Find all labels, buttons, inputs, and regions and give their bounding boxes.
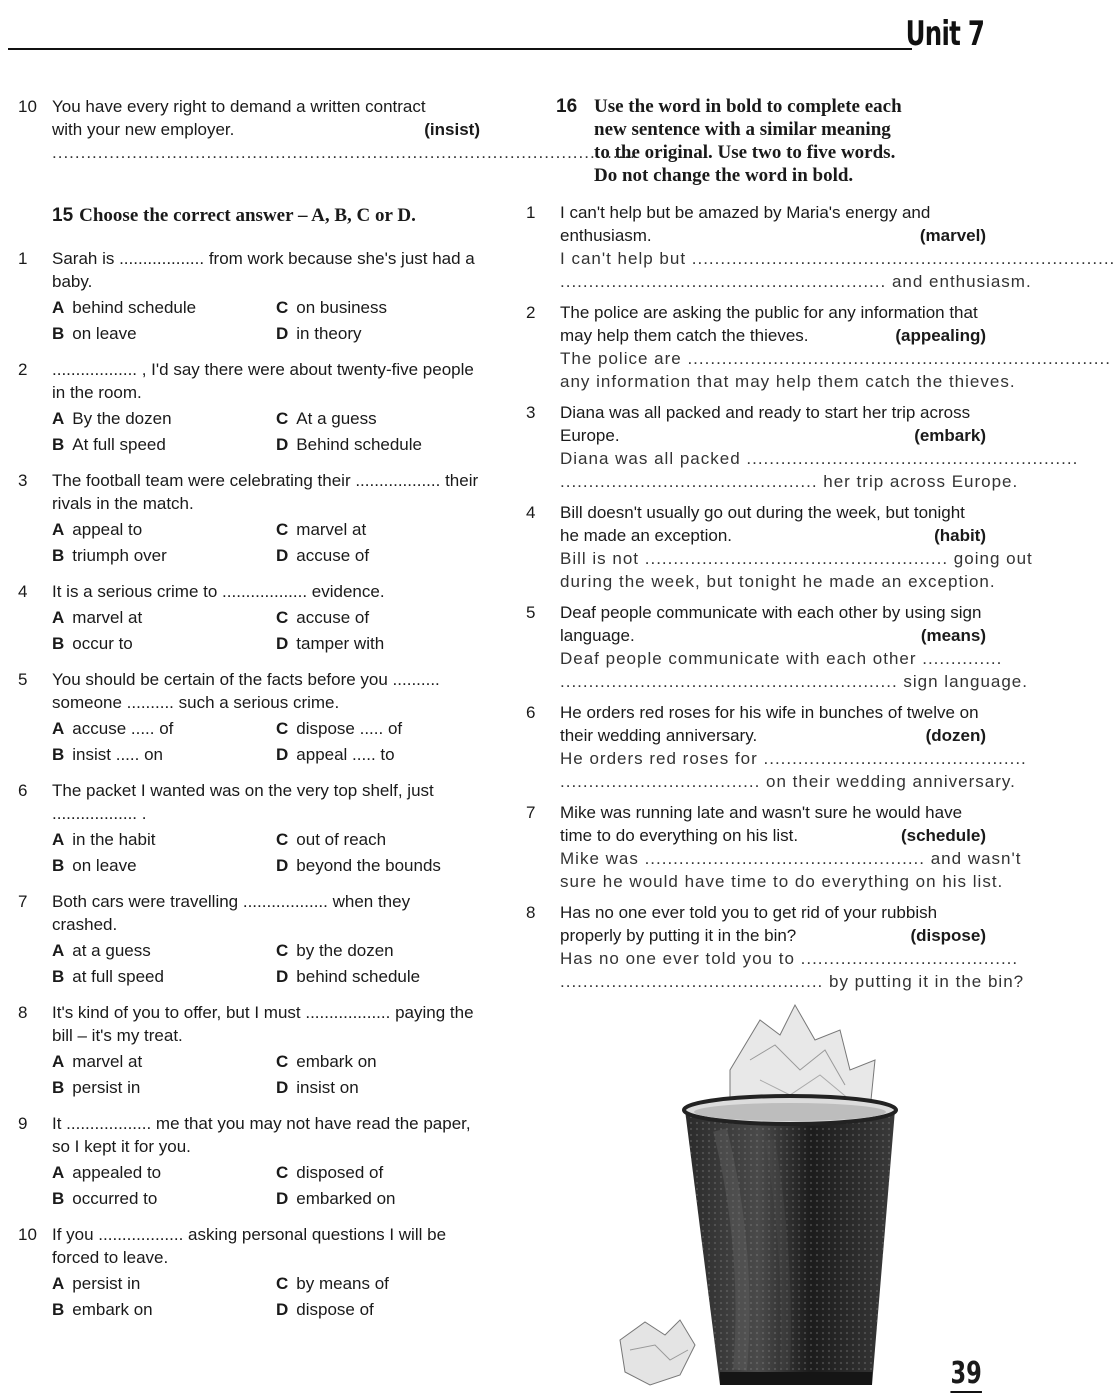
option-letter: A (52, 1052, 65, 1071)
transformation-item (526, 801, 1022, 893)
option-letter: B (52, 1300, 65, 1319)
item-number: 10 (18, 97, 37, 116)
option-text: in theory (296, 324, 362, 343)
option-letter: D (276, 435, 289, 454)
answer-option (276, 965, 476, 988)
option-text: at a guess (72, 941, 151, 960)
answer-option (276, 632, 476, 655)
answer-option (52, 939, 276, 962)
question-number: 6 (18, 781, 28, 800)
answer-option (276, 322, 476, 345)
option-letter: C (276, 1163, 289, 1182)
option-text: marvel at (296, 520, 367, 539)
question-number: 7 (18, 892, 28, 911)
sentence-text: Mike was running late and wasn't sure he would have time to do everything on his list. (560, 803, 963, 845)
transformation-item (526, 401, 1079, 493)
answer-options (52, 407, 480, 456)
question-number: 1 (18, 249, 28, 268)
answer-option (52, 1272, 276, 1295)
header-rule (8, 48, 912, 50)
keyword: (appealing) (895, 326, 986, 345)
answer-option (52, 854, 276, 877)
answer-option (52, 407, 276, 430)
item-number: 7 (526, 803, 536, 822)
option-text: behind schedule (296, 967, 421, 986)
answer-line: ........................................................... sign language. (560, 672, 1028, 691)
keyword: (insist) (424, 120, 480, 139)
option-text: appeal to (72, 520, 143, 539)
option-text: embark on (72, 1300, 153, 1319)
option-text: on leave (72, 856, 137, 875)
answer-options (52, 717, 480, 766)
answer-options (52, 1272, 480, 1321)
answer-option (52, 1161, 276, 1184)
option-letter: A (52, 520, 65, 539)
option-letter: B (52, 1078, 65, 1097)
answer-option (276, 854, 476, 877)
answer-option (276, 1161, 476, 1184)
original-sentence (560, 701, 986, 747)
option-letter: B (52, 435, 65, 454)
exercise-instruction-line: Do not change the word in bold. (594, 165, 854, 186)
answer-option (276, 1050, 476, 1073)
answer-option (276, 606, 476, 629)
item-number: 4 (526, 503, 536, 522)
answer-option (276, 717, 476, 740)
answer-line: .............................................. by putting it in the bin? (560, 972, 1025, 991)
question-item (18, 890, 480, 988)
option-text: tamper with (296, 634, 385, 653)
answer-line: Deaf people communicate with each other .............. (560, 649, 1003, 668)
option-letter: C (276, 1052, 289, 1071)
exercise-number: 16 (556, 96, 578, 117)
option-letter: D (276, 1189, 289, 1208)
answer-options (52, 1050, 480, 1099)
option-text: persist in (72, 1078, 141, 1097)
option-letter: B (52, 745, 65, 764)
transformation-item (526, 601, 1028, 693)
option-letter: A (52, 298, 65, 317)
answer-option (52, 433, 276, 456)
option-text: At full speed (72, 435, 166, 454)
answer-line: ................................... on their wedding anniversary. (560, 772, 1016, 791)
answer-option (52, 1050, 276, 1073)
exercise-instruction-line: Use the word in bold to complete each (594, 96, 902, 117)
exercise-15-heading (18, 204, 480, 227)
option-text: at full speed (72, 967, 164, 986)
question-item (18, 779, 480, 877)
answer-option (52, 828, 276, 851)
original-sentence (560, 201, 986, 247)
option-text: by means of (296, 1274, 389, 1293)
sentence-text: I can't help but be amazed by Maria's energy and enthusiasm. (560, 203, 931, 245)
question-text: Both cars were travelling .................. when they crashed. (52, 892, 411, 934)
answer-options (52, 518, 480, 567)
exercise-15-questions (18, 247, 480, 1321)
exercise-instruction-line: new sentence with a similar meaning (594, 119, 891, 140)
option-text: dispose ..... of (296, 719, 403, 738)
answer-option (276, 1076, 476, 1099)
option-text: triumph over (72, 546, 167, 565)
option-letter: D (276, 324, 289, 343)
question-text: It .................. me that you may not have read the paper, so I kept it for you. (52, 1114, 471, 1156)
option-text: insist ..... on (72, 745, 163, 764)
option-text: behind schedule (72, 298, 197, 317)
keyword: (means) (920, 626, 986, 645)
option-text: occurred to (72, 1189, 158, 1208)
question-text: The packet I wanted was on the very top shelf, just .................. . (52, 781, 434, 823)
option-letter: D (276, 634, 289, 653)
sentence-text: Has no one ever told you to get rid of your rubbish properly by putting it in the bin? (560, 903, 938, 945)
transformation-item (526, 501, 1033, 593)
answer-option (276, 1272, 476, 1295)
original-sentence (560, 801, 986, 847)
option-letter: C (276, 520, 289, 539)
page-number: 39 (950, 1356, 982, 1391)
answer-option (276, 828, 476, 851)
sentence-text: Bill doesn't usually go out during the week, but tonight he made an exception. (560, 503, 965, 545)
option-letter: B (52, 634, 65, 653)
option-text: on business (296, 298, 388, 317)
keyword: (embark) (914, 426, 986, 445)
answer-option (52, 965, 276, 988)
item-number: 3 (526, 403, 536, 422)
question-text: .................. , I'd say there were about twenty-five people in the room. (52, 360, 474, 402)
option-text: disposed of (296, 1163, 384, 1182)
keyword: (dispose) (910, 926, 986, 945)
original-sentence (560, 301, 986, 347)
answer-line: I can't help but .......................................................................... (560, 249, 1115, 268)
answer-option (276, 1298, 476, 1321)
question-number: 4 (18, 582, 28, 601)
question-number: 10 (18, 1225, 37, 1244)
answer-line: The police are .......................................................................... (560, 349, 1111, 368)
answer-option (52, 518, 276, 541)
item-number: 5 (526, 603, 536, 622)
answer-option (52, 1076, 276, 1099)
answer-line: Bill is not ..................................................... going out (560, 549, 1033, 568)
option-letter: A (52, 941, 65, 960)
option-letter: C (276, 409, 289, 428)
option-text: appeal ..... to (296, 745, 395, 764)
option-text: on leave (72, 324, 137, 343)
option-letter: A (52, 830, 65, 849)
answer-option (276, 407, 476, 430)
item-number: 8 (526, 903, 536, 922)
option-letter: C (276, 941, 289, 960)
option-letter: D (276, 856, 289, 875)
question-item (18, 358, 480, 456)
answer-option (276, 743, 476, 766)
answer-option (52, 1187, 276, 1210)
exercise-16-items (526, 201, 1115, 993)
answer-line: Has no one ever told you to ...................................... (560, 949, 1019, 968)
question-text: It is a serious crime to .................. evidence. (52, 582, 385, 601)
item-number: 2 (526, 303, 536, 322)
option-text: in the habit (72, 830, 156, 849)
answer-line: sure he would have time to do everything on his list. (560, 872, 1004, 891)
item-text: with your new employer. (52, 120, 235, 139)
option-letter: A (52, 1163, 65, 1182)
item-text: You have every right to demand a written contract (52, 97, 426, 116)
option-letter: D (276, 967, 289, 986)
option-letter: A (52, 719, 65, 738)
question-number: 9 (18, 1114, 28, 1133)
exercise-instruction-line: to the original. Use two to five words. (594, 142, 896, 163)
answer-option (276, 544, 476, 567)
unit-label: Unit 7 (905, 14, 984, 54)
question-text: Sarah is .................. from work because she's just had a baby. (52, 249, 475, 291)
option-letter: B (52, 967, 65, 986)
keyword: (marvel) (919, 226, 986, 245)
option-letter: C (276, 1274, 289, 1293)
answer-option (276, 296, 476, 319)
item-number: 1 (526, 203, 536, 222)
answer-line: ...................................................................................................... (52, 143, 636, 162)
answer-option (52, 743, 276, 766)
option-text: insist on (296, 1078, 359, 1097)
option-text: occur to (72, 634, 133, 653)
question-number: 2 (18, 360, 28, 379)
option-letter: A (52, 608, 65, 627)
question-item (18, 1112, 480, 1210)
option-text: appealed to (72, 1163, 162, 1182)
original-sentence (560, 401, 986, 447)
sentence-text: Diana was all packed and ready to start her trip across Europe. (560, 403, 971, 445)
answer-line: ............................................. her trip across Europe. (560, 472, 1019, 491)
transformation-item (526, 901, 1025, 993)
question-item (18, 580, 480, 655)
question-text: The football team were celebrating their .................. their rivals in the match. (52, 471, 479, 513)
item-number: 6 (526, 703, 536, 722)
answer-option (52, 296, 276, 319)
original-sentence (560, 501, 986, 547)
transformation-item (526, 701, 1027, 793)
transformation-item (526, 301, 1111, 393)
option-letter: B (52, 856, 65, 875)
option-letter: C (276, 298, 289, 317)
option-text: By the dozen (72, 409, 172, 428)
answer-option (276, 939, 476, 962)
question-item (18, 469, 480, 567)
answer-option (52, 717, 276, 740)
right-column (526, 95, 1115, 1001)
exercise-instruction: Choose the correct answer – A, B, C or D. (79, 205, 416, 226)
option-text: embarked on (296, 1189, 396, 1208)
answer-option (52, 632, 276, 655)
original-sentence (560, 901, 986, 947)
answer-options (52, 606, 480, 655)
question-number: 8 (18, 1003, 28, 1022)
answer-option (52, 1298, 276, 1321)
question-item (18, 1223, 480, 1321)
option-text: persist in (72, 1274, 141, 1293)
option-letter: A (52, 1274, 65, 1293)
option-letter: B (52, 546, 65, 565)
sentence-text: Deaf people communicate with each other by using sign language. (560, 603, 982, 645)
answer-line: any information that may help them catch the thieves. (560, 372, 1016, 391)
answer-option (276, 518, 476, 541)
option-text: embark on (296, 1052, 377, 1071)
option-letter: D (276, 1300, 289, 1319)
question-text: It's kind of you to offer, but I must .................. paying the bill – it's my treat. (52, 1003, 474, 1045)
question-number: 5 (18, 670, 28, 689)
question-item (18, 247, 480, 345)
option-text: At a guess (296, 409, 377, 428)
answer-line: ......................................................... and enthusiasm. (560, 272, 1032, 291)
exercise-number: 15 (52, 205, 74, 226)
option-text: accuse of (296, 546, 370, 565)
option-letter: C (276, 830, 289, 849)
option-text: marvel at (72, 1052, 143, 1071)
option-letter: D (276, 745, 289, 764)
option-letter: B (52, 324, 65, 343)
answer-options (52, 296, 480, 345)
option-text: marvel at (72, 608, 143, 627)
answer-option (276, 433, 476, 456)
exercise-16-heading (526, 95, 986, 187)
option-letter: C (276, 719, 289, 738)
answer-line: during the week, but tonight he made an exception. (560, 572, 996, 591)
option-text: accuse of (296, 608, 370, 627)
option-text: accuse ..... of (72, 719, 174, 738)
answer-options (52, 939, 480, 988)
answer-line: Diana was all packed .......................................................... (560, 449, 1079, 468)
option-letter: D (276, 546, 289, 565)
answer-options (52, 828, 480, 877)
keyword: (dozen) (925, 726, 986, 745)
option-text: dispose of (296, 1300, 374, 1319)
answer-option (276, 1187, 476, 1210)
answer-option (52, 322, 276, 345)
original-sentence (560, 601, 986, 647)
transformation-item (526, 201, 1115, 293)
question-text: If you .................. asking personal questions I will be forced to leave. (52, 1225, 447, 1267)
question-item (18, 1001, 480, 1099)
answer-line: Mike was ................................................. and wasn't (560, 849, 1022, 868)
option-text: out of reach (296, 830, 387, 849)
question-text: You should be certain of the facts before you .......... someone .......... such a serious crime. (52, 670, 440, 712)
answer-option (52, 544, 276, 567)
question-number: 3 (18, 471, 28, 490)
keyword: (schedule) (900, 826, 986, 845)
option-letter: A (52, 409, 65, 428)
option-text: beyond the bounds (296, 856, 441, 875)
option-letter: C (276, 608, 289, 627)
option-text: by the dozen (296, 941, 394, 960)
question-item (18, 668, 480, 766)
answer-option (52, 606, 276, 629)
sentence-text: The police are asking the public for any information that may help them catch the thieves. (560, 303, 978, 345)
answer-options (52, 1161, 480, 1210)
option-letter: D (276, 1078, 289, 1097)
option-letter: B (52, 1189, 65, 1208)
option-text: Behind schedule (296, 435, 422, 454)
keyword: (habit) (934, 526, 986, 545)
sentence-text: He orders red roses for his wife in bunches of twelve on their wedding anniversary. (560, 703, 979, 745)
waste-paper-bin-icon (610, 1000, 940, 1392)
answer-line: He orders red roses for .............................................. (560, 749, 1027, 768)
